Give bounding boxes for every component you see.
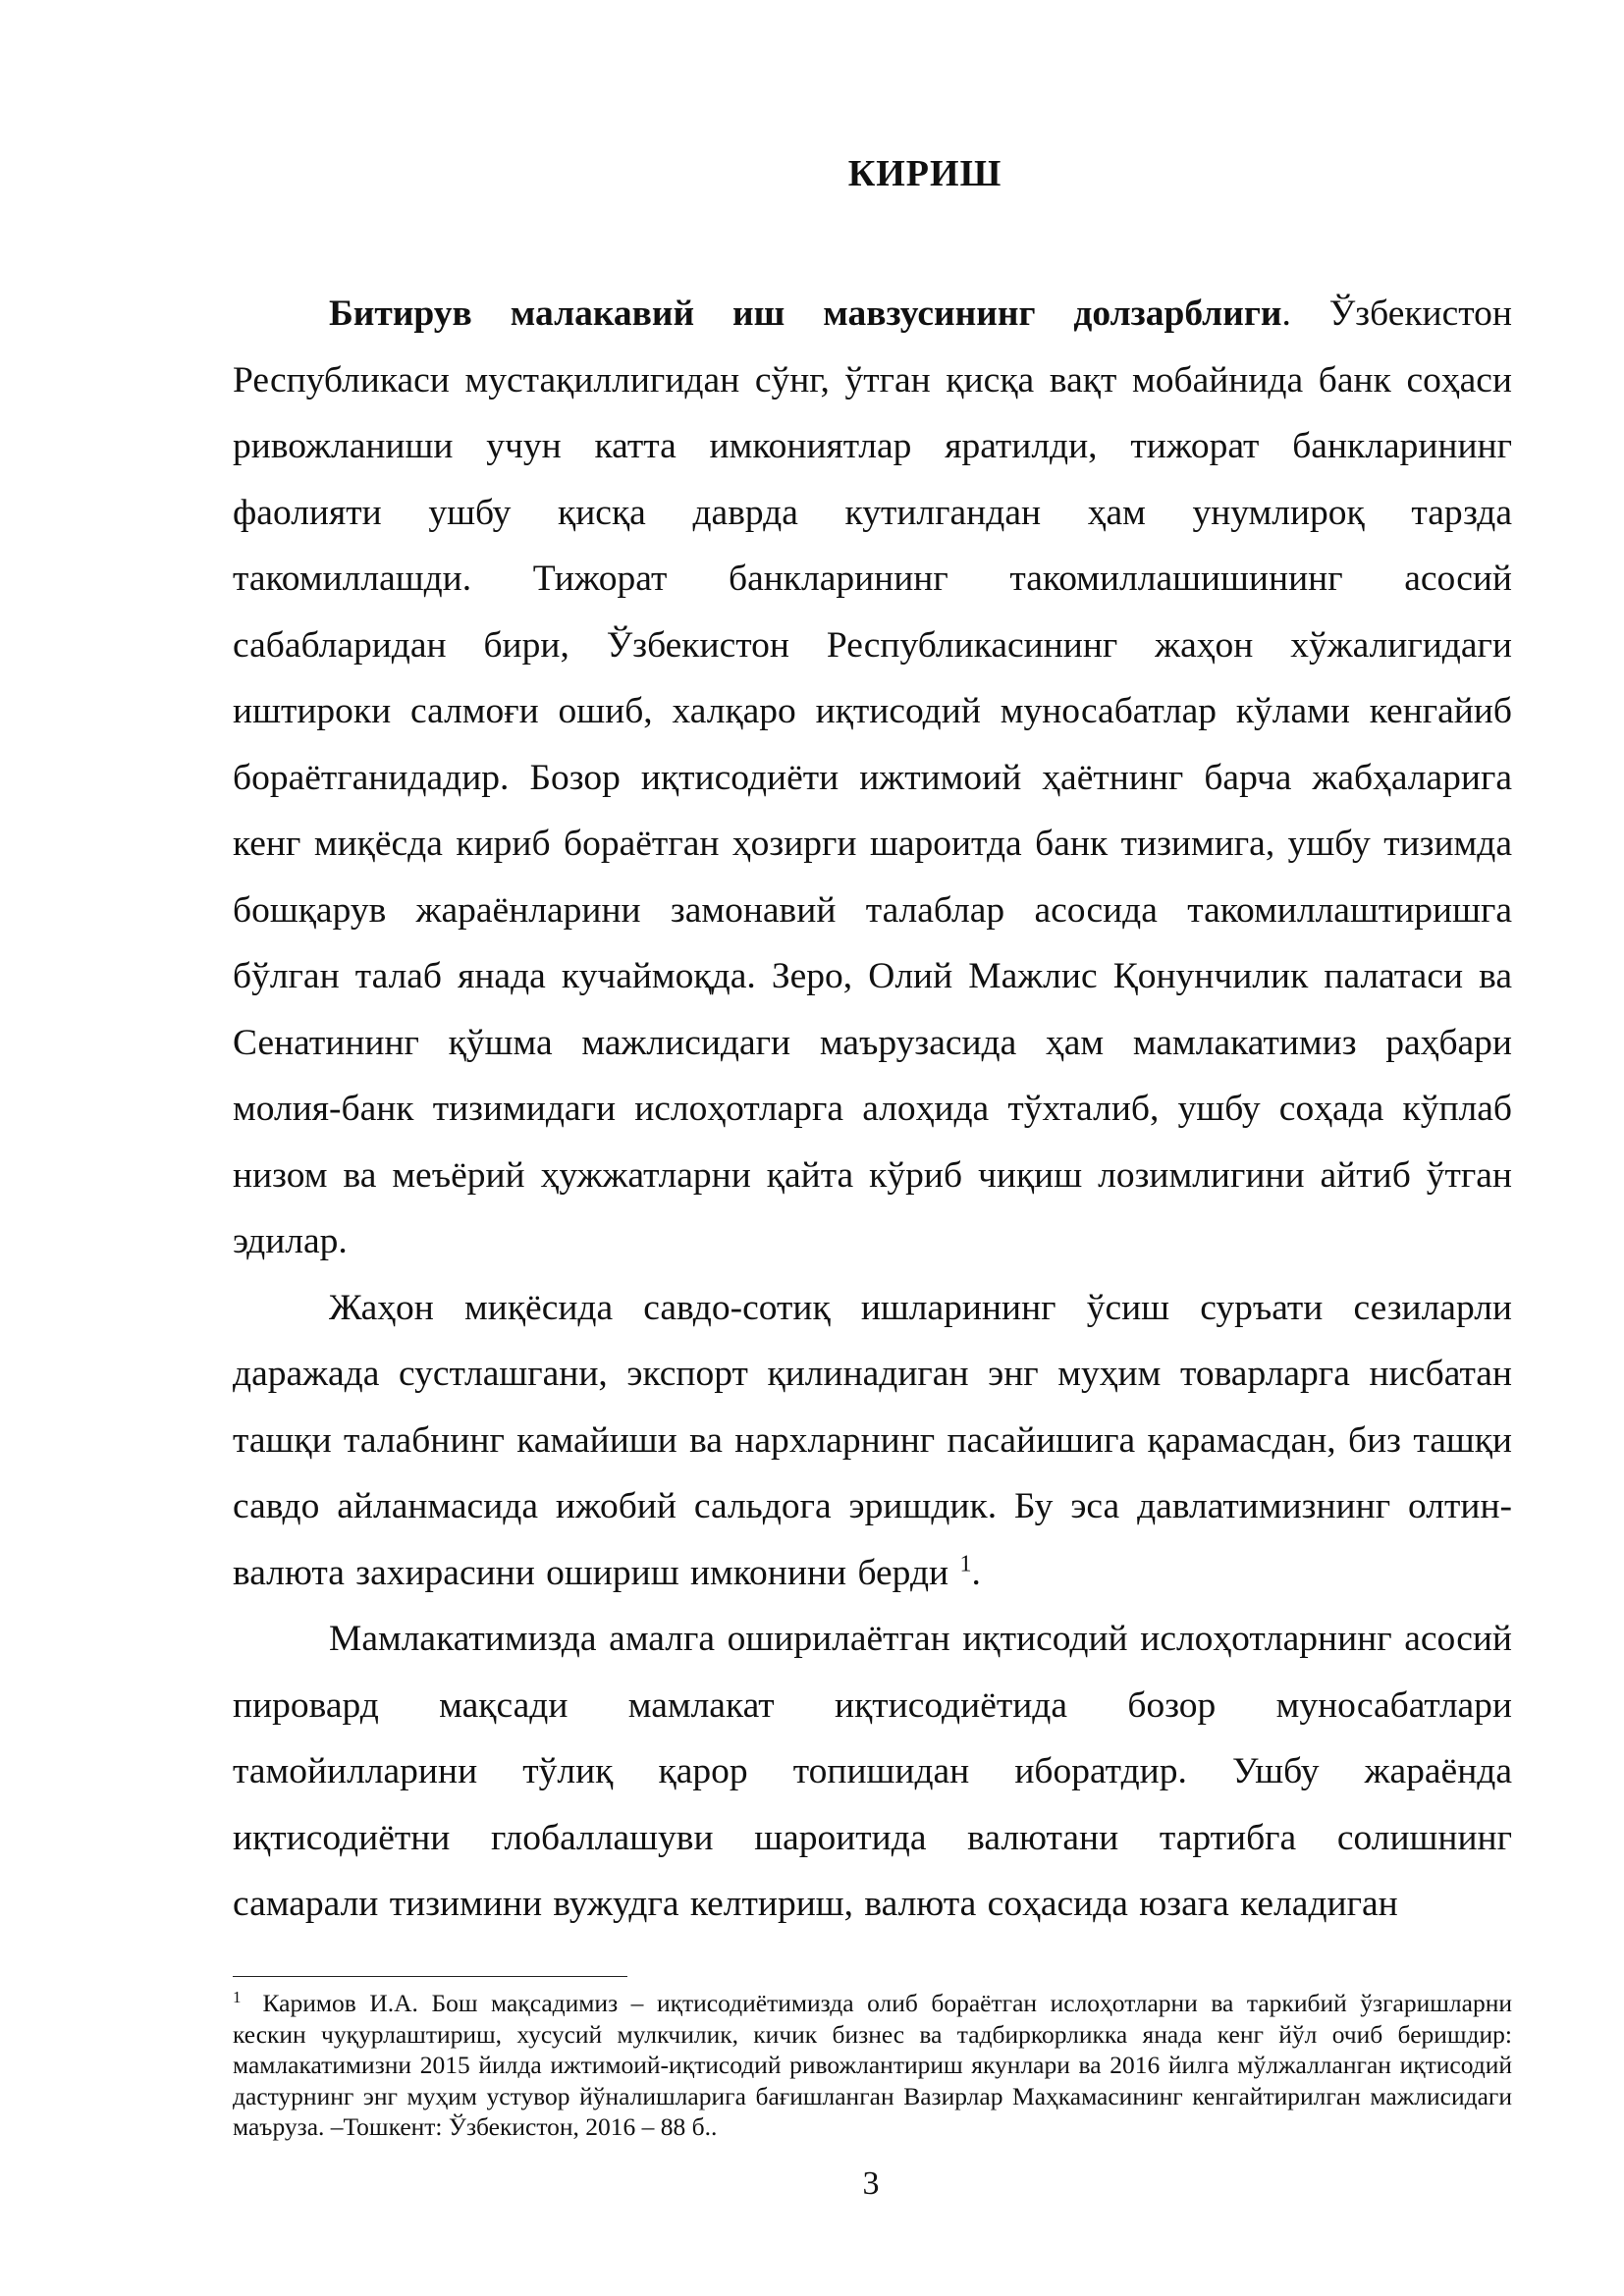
footnote-mark: 1 — [233, 1987, 242, 2006]
footnote-separator — [233, 1976, 627, 1977]
paragraph-reforms — [233, 1606, 1512, 1938]
paragraph-text: Мамлакатимизда амалга оширилаётган иқтисодий ислоҳотларнинг асосий пировард мақсади мамлакат иқтисодиётида бозор муносабатлари тамойилларини тўлиқ қарор топишидан иборатдир. Ушбу жараёнда иқтисодиётни глобаллашуви шароитида валютани тартибга солишнинг самарали тизимини вужудга келтириш, валюта соҳасида юзага келадиган — [233, 1619, 1512, 1924]
paragraph-relevance — [233, 281, 1512, 1275]
paragraph-tail: . — [971, 1552, 981, 1593]
footnote-reference[interactable]: 1 — [959, 1551, 972, 1576]
body-text — [233, 281, 1512, 1938]
page-number: 3 — [862, 2165, 880, 2202]
section-heading: КИРИШ — [847, 153, 1002, 194]
footnote-text: Каримов И.А. Бош мақсадимиз – иқтисодиётимизда олиб бораётган ислоҳотларни ва таркибий ўзгаришларни кескин чуқурлаштириш, хусусий мулкчилик, кичик бизнес ва тадбиркорликка янада кенг йўл очиб беришдир: мамлакатимизни 2015 йилда ижтимоий-иқтисодий ривожлантириш якунлари ва 2016 йилга мўлжалланган иқтисодий дастурнинг энг муҳим устувор йўналишларига бағишланган Вазирлар Маҳкамасининг кенгайтирилган мажлисидаги маъруза. –Тошкент: Ўзбекистон, 2016 – 88 б.. — [233, 1989, 1512, 2141]
footnote — [233, 1988, 1512, 2143]
paragraph-text: . Ўзбекистон Республикаси мустақиллигидан сўнг, ўтган қисқа вақт мобайнида банк соҳаси ривожланиши учун катта имкониятлар яратилди, тижорат банкларининг фаолияти ушбу қисқа даврда кутилгандан ҳам унумлироқ тарзда такомиллашди. Тижорат банкларининг такомиллашишининг асосий сабабларидан бири, Ўзбекистон Республикасининг жаҳон хўжалигидаги иштироки салмоғи ошиб, халқаро иқтисодий муносабатлар кўлами кенгайиб бораётганидадир. Бозор иқтисодиёти ижтимоий ҳаётнинг барча жабҳаларига кенг миқёсда кириб бораётган ҳозирги шароитда банк тизимига, ушбу тизимда бошқарув жараёнларини замонавий талаблар асосида такомиллаштиришга бўлган талаб янада кучаймоқда. Зеро, Олий Мажлис Қонунчилик палатаси ва Сенатининг қўшма мажлисидаги маърузасида ҳам мамлакатимиз раҳбари молия-банк тизимидаги ислоҳотларга алоҳида тўхталиб, ушбу соҳада кўплаб низом ва меъёрий ҳужжатларни қайта кўриб чиқиш лозимлигини айтиб ўтган эдилар. — [233, 294, 1512, 1261]
paragraph-text: Жаҳон миқёсида савдо-сотиқ ишларининг ўсиш суръати сезиларли даражада сустлашгани, экспорт қилинадиган энг муҳим товарларга нисбатан ташқи талабнинг камайиши ва нархларнинг пасайишига қарамасдан, биз ташқи савдо айланмасида ижобий сальдога эришдик. Бу эса давлатимизнинг олтин-валюта захирасини ошириш имконини берди — [233, 1287, 1512, 1593]
paragraph-lead-bold: Битирув малакавий иш мавзусининг долзарблиги — [329, 294, 1282, 334]
paragraph-trade — [233, 1275, 1512, 1607]
